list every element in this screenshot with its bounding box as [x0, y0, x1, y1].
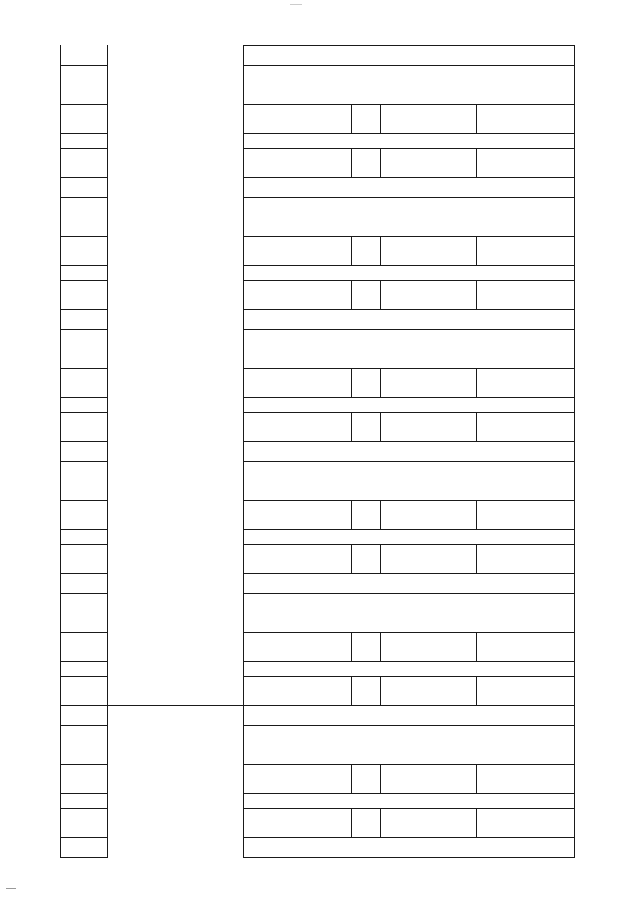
tariff-description: [243, 725, 574, 764]
left-row-rule: [60, 65, 108, 66]
right-row-rule: [243, 236, 575, 237]
right-row-rule: [243, 65, 575, 66]
rate-column-divider: [476, 236, 477, 265]
rate-column-divider: [380, 544, 381, 573]
right-row-rule: [243, 104, 575, 105]
rate-column-divider: [380, 676, 381, 705]
tariff-value: [380, 676, 476, 705]
tariff-value: [380, 236, 476, 265]
row-number: [60, 133, 107, 148]
row-number: [60, 368, 107, 397]
left-row-rule: [60, 265, 108, 266]
rate-column-divider: [380, 280, 381, 309]
left-row-rule: [60, 236, 108, 237]
left-row-rule: [60, 529, 108, 530]
left-row-rule: [60, 764, 108, 765]
rate-unit-label: [243, 148, 380, 177]
rate-column-divider: [380, 412, 381, 441]
tariff-description: [243, 593, 574, 632]
rate-unit-label: [243, 808, 380, 837]
left-row-rule: [60, 309, 108, 310]
left-row-rule: [60, 661, 108, 662]
right-row-rule: [243, 544, 575, 545]
tariff-description: [243, 65, 574, 104]
left-row-rule: [60, 593, 108, 594]
rate-column-divider: [351, 544, 352, 573]
left-row-rule: [60, 461, 108, 462]
rate-unit-label: [243, 676, 380, 705]
right-row-rule: [243, 661, 575, 662]
rate-unit-label: [243, 632, 380, 661]
rate-column-divider: [351, 148, 352, 177]
row-number: [60, 593, 107, 632]
rate-column-divider: [380, 500, 381, 529]
right-row-rule: [243, 500, 575, 501]
left-row-rule: [60, 793, 108, 794]
rate-column-divider: [351, 104, 352, 133]
tariff-description: [243, 397, 574, 412]
rate-column-divider: [476, 280, 477, 309]
left-row-rule: [60, 837, 108, 838]
right-row-rule: [243, 793, 575, 794]
rate-column-divider: [476, 412, 477, 441]
left-row-rule: [60, 676, 108, 677]
row-number: [60, 725, 107, 764]
period-header: [243, 837, 574, 857]
left-row-rule: [60, 412, 108, 413]
rate-unit-label: [243, 236, 380, 265]
left-column-edge: [60, 45, 61, 857]
rate-unit-label: [243, 368, 380, 397]
tariff-description: [243, 529, 574, 544]
rate-column-divider: [351, 280, 352, 309]
row-number: [60, 104, 107, 133]
tariff-description: [243, 661, 574, 676]
left-row-rule: [60, 397, 108, 398]
left-row-rule: [60, 368, 108, 369]
left-row-rule: [60, 280, 108, 281]
row-number: [60, 544, 107, 573]
rate-column-divider: [476, 368, 477, 397]
rate-unit-label: [243, 544, 380, 573]
right-row-rule: [243, 632, 575, 633]
rate-column-divider: [476, 500, 477, 529]
period-header: [243, 177, 574, 197]
rate-column-divider: [351, 236, 352, 265]
rate-unit-label: [243, 280, 380, 309]
right-row-rule: [243, 133, 575, 134]
row-number: [60, 148, 107, 177]
right-row-rule: [243, 593, 575, 594]
right-table-edge: [243, 45, 244, 857]
left-row-rule: [60, 544, 108, 545]
left-row-rule: [60, 500, 108, 501]
rate-column-divider: [476, 104, 477, 133]
right-row-rule: [243, 177, 575, 178]
tariff-value: [380, 412, 476, 441]
rate-column-divider: [380, 632, 381, 661]
rate-column-divider: [476, 632, 477, 661]
left-row-rule: [60, 441, 108, 442]
rate-column-divider: [351, 368, 352, 397]
rate-column-divider: [351, 676, 352, 705]
left-row-rule: [60, 177, 108, 178]
right-row-rule: [243, 329, 575, 330]
right-row-rule: [243, 725, 575, 726]
left-row-rule: [60, 808, 108, 809]
row-number: [60, 793, 107, 808]
right-row-rule: [243, 837, 575, 838]
right-row-rule: [243, 461, 575, 462]
row-number: [60, 265, 107, 280]
row-number: [60, 632, 107, 661]
tariff-value: [380, 544, 476, 573]
rate-column-divider: [380, 148, 381, 177]
row-number: [60, 529, 107, 544]
right-row-rule: [243, 529, 575, 530]
right-row-rule: [243, 397, 575, 398]
rate-column-divider: [351, 500, 352, 529]
right-row-rule: [243, 764, 575, 765]
right-row-rule: [243, 280, 575, 281]
rate-unit-label: [243, 412, 380, 441]
right-row-rule: [243, 148, 575, 149]
right-row-rule: [243, 857, 575, 858]
tariff-value: [380, 280, 476, 309]
right-table-top-rule: [243, 45, 575, 46]
rate-column-divider: [380, 236, 381, 265]
period-header: [243, 45, 574, 65]
right-row-rule: [243, 441, 575, 442]
tariff-value: [380, 368, 476, 397]
row-number: [60, 661, 107, 676]
left-row-rule: [60, 725, 108, 726]
rate-column-divider: [380, 104, 381, 133]
rate-column-divider: [351, 808, 352, 837]
left-row-rule: [60, 329, 108, 330]
left-row-rule: [60, 705, 108, 706]
rate-column-divider: [380, 808, 381, 837]
rate-column-divider: [380, 764, 381, 793]
right-row-rule: [243, 412, 575, 413]
rate-unit-label: [243, 764, 380, 793]
right-row-rule: [243, 309, 575, 310]
row-number: [60, 500, 107, 529]
rate-column-divider: [351, 632, 352, 661]
right-row-rule: [243, 808, 575, 809]
left-column-edge: [107, 45, 108, 857]
rate-unit-label: [243, 500, 380, 529]
scan-mark: [6, 888, 16, 889]
left-row-rule: [60, 197, 108, 198]
right-table-edge: [574, 45, 575, 857]
tariff-value: [380, 500, 476, 529]
left-row-rule: [60, 632, 108, 633]
right-row-rule: [243, 705, 575, 706]
rate-unit-label: [243, 104, 380, 133]
period-header: [243, 309, 574, 329]
row-number: [60, 764, 107, 793]
right-row-rule: [243, 265, 575, 266]
period-header: [243, 573, 574, 593]
tariff-description: [243, 265, 574, 280]
row-number: [60, 329, 107, 368]
tariff-value: [380, 632, 476, 661]
row-number: [60, 461, 107, 500]
right-row-rule: [243, 368, 575, 369]
section-divider-line: [107, 705, 243, 706]
scan-mark: [290, 4, 302, 5]
tariff-value: [380, 148, 476, 177]
left-row-rule: [60, 857, 108, 858]
period-header: [243, 441, 574, 461]
rate-column-divider: [380, 368, 381, 397]
rate-column-divider: [476, 676, 477, 705]
rate-column-divider: [351, 412, 352, 441]
tariff-description: [243, 793, 574, 808]
tariff-value: [380, 808, 476, 837]
rate-column-divider: [351, 764, 352, 793]
left-row-rule: [60, 133, 108, 134]
right-row-rule: [243, 676, 575, 677]
tariff-description: [243, 197, 574, 236]
tariff-value: [380, 104, 476, 133]
left-row-rule: [60, 104, 108, 105]
row-number: [60, 808, 107, 837]
rate-column-divider: [476, 148, 477, 177]
right-row-rule: [243, 197, 575, 198]
row-number: [60, 397, 107, 412]
tariff-description: [243, 461, 574, 500]
tariff-value: [380, 764, 476, 793]
row-number: [60, 676, 107, 705]
left-row-rule: [60, 573, 108, 574]
row-number: [60, 280, 107, 309]
rate-column-divider: [476, 808, 477, 837]
left-row-rule: [60, 148, 108, 149]
row-number: [60, 236, 107, 265]
rate-column-divider: [476, 544, 477, 573]
tariff-description: [243, 133, 574, 148]
rate-column-divider: [476, 764, 477, 793]
right-row-rule: [243, 573, 575, 574]
row-number: [60, 412, 107, 441]
period-header: [243, 705, 574, 725]
tariff-description: [243, 329, 574, 368]
row-number: [60, 65, 107, 104]
row-number: [60, 197, 107, 236]
